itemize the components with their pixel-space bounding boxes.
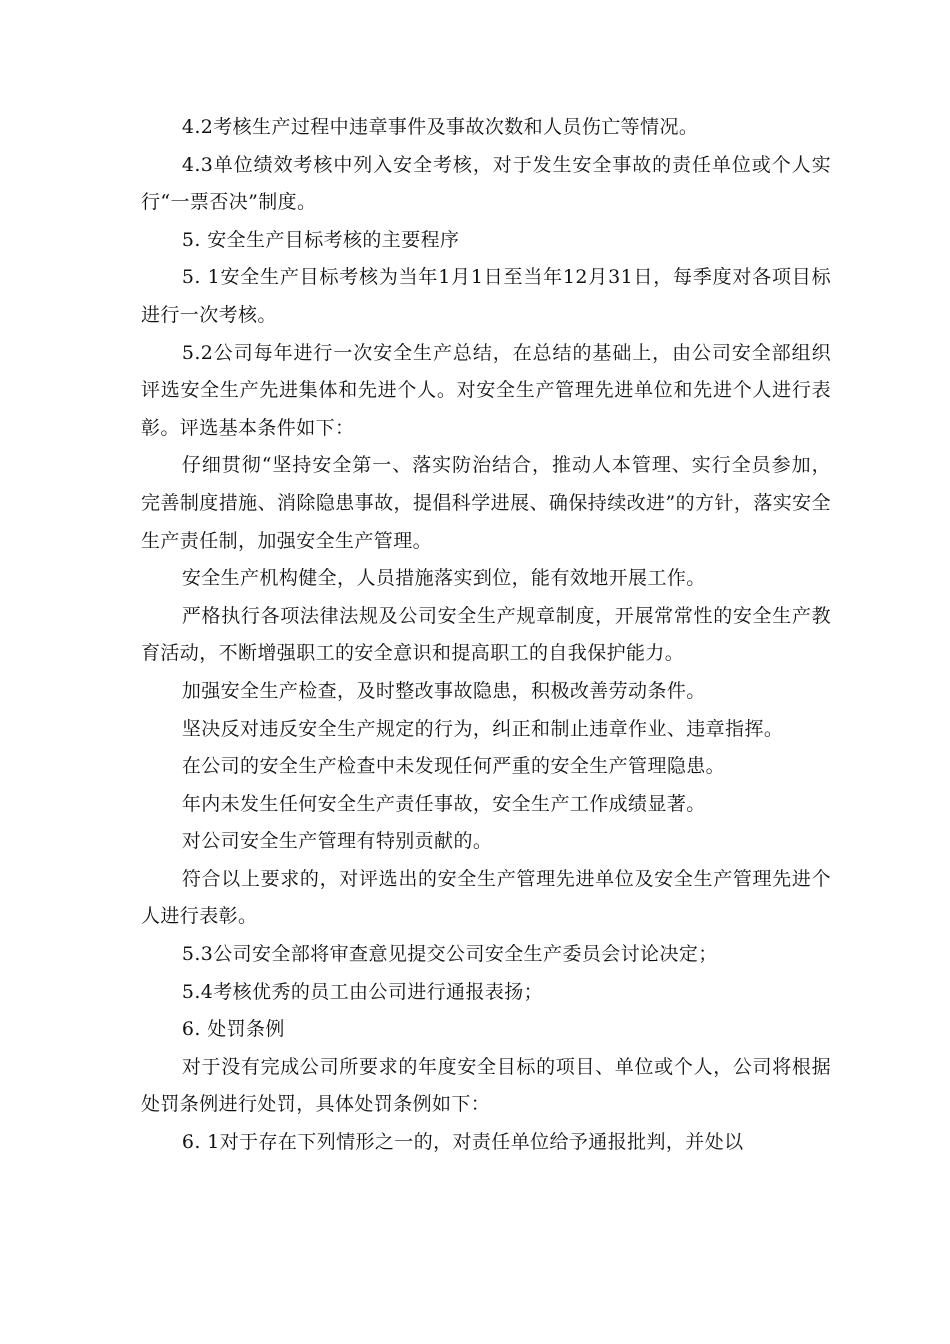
criteria-item: 年内未发生任何安全生产责任事故，安全生产工作成绩显著。 (181, 792, 706, 815)
paragraph-4-2: 4.2考核生产过程中违章事件及事故次数和人员伤亡等情况。 (181, 116, 699, 138)
criteria-summary: 符合以上要求的，对评选出的安全生产管理先进单位及安全生产管理先进个人进行表彰。 (141, 867, 831, 928)
paragraph-5-3: 5.3公司安全部将审查意见提交公司安全生产委员会讨论决定； (181, 943, 718, 966)
paragraph-5-4: 5.4考核优秀的员工由公司进行通报表扬； (181, 980, 544, 1003)
section-heading-6: 6. 处罚条例 (181, 1018, 285, 1041)
section-heading-5: 5. 安全生产目标考核的主要程序 (181, 228, 460, 251)
penalty-intro: 对于没有完成公司所要求的年度安全目标的项目、单位或个人，公司将根据处罚条例进行处罚，具体处罚条例如下： (141, 1055, 831, 1116)
criteria-item: 加强安全生产检查，及时整改事故隐患，积极改善劳动条件。 (181, 679, 706, 702)
paragraph-4-3: 4.3单位绩效考核中列入安全考核，对于发生安全事故的责任单位或个人实行“一票否决”制度。 (141, 153, 831, 214)
criteria-item: 坚决反对违反安全生产规定的行为，纠正和制止违章作业、违章指挥。 (181, 717, 784, 740)
paragraph-5-1: 5. 1安全生产目标考核为当年1月1日至当年12月31日，每季度对各项目标进行一次考核。 (141, 266, 831, 326)
criteria-item: 对公司安全生产管理有特别贡献的。 (181, 830, 493, 853)
criteria-item: 安全生产机构健全，人员措施落实到位，能有效地开展工作。 (181, 567, 706, 590)
criteria-item: 仔细贯彻“坚持安全第一、落实防治结合，推动人本管理、实行全员参加，完善制度措施、消除隐患事故，提倡科学进展、确保持续改进”的方针，落实安全生产责任制，加强安全生产管理。 (141, 454, 831, 552)
document-body (141, 109, 831, 1162)
criteria-item: 在公司的安全生产检查中未发现任何严重的安全生产管理隐患。 (181, 755, 726, 778)
paragraph-5-2: 5.2公司每年进行一次安全生产总结，在总结的基础上，由公司安全部组织评选安全生产先进集体和先进个人。对安全生产管理先进单位和先进个人进行表彰。评选基本条件如下： (141, 341, 831, 439)
criteria-item: 严格执行各项法律法规及公司安全生产规章制度，开展常常性的安全生产教育活动，不断增强职工的安全意识和提高职工的自我保护能力。 (141, 604, 831, 665)
paragraph-6-1: 6. 1对于存在下列情形之一的，对责任单位给予通报批判，并处以 (181, 1131, 744, 1154)
